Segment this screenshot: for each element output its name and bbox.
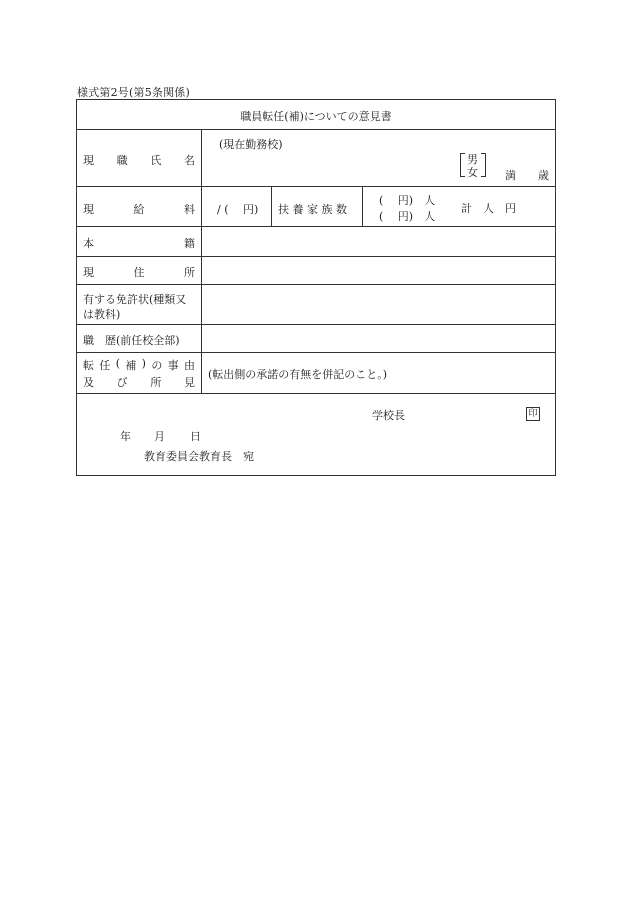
dependents-line-2: ( 円) 人 — [379, 210, 436, 223]
row-divider — [77, 129, 555, 130]
gender-male: 男 — [467, 153, 478, 166]
date-day: 日 — [190, 430, 201, 443]
age-label: 満 歳 — [505, 169, 549, 182]
dependents-label: 扶 養 家 族 数 — [278, 203, 347, 216]
address-row-label: 現 住 所 — [83, 266, 195, 279]
salary-row-label: 現 給 料 — [83, 203, 195, 216]
current-school-note: (現在勤務校) — [219, 138, 283, 151]
reason-label-line-2: 及 び 所 見 — [83, 376, 195, 389]
label-column-divider — [201, 129, 202, 393]
reason-label-line-1: 転 任 ( 補 ) の 事 由 — [83, 357, 195, 372]
row-divider — [77, 226, 555, 227]
addressee: 教育委員会教育長 宛 — [144, 450, 254, 463]
gender-bracket-left — [460, 153, 465, 177]
opinion-form — [76, 99, 556, 476]
dependents-total: 計 人 円 — [461, 202, 516, 215]
licenses-label-line-2: は教科) — [83, 308, 121, 321]
licenses-label-line-1: 有する免許状(種類又 — [83, 293, 187, 306]
row-divider — [77, 256, 555, 257]
salary-value: / ( 円) — [217, 203, 259, 216]
row-divider — [77, 284, 555, 285]
form-number-label: 様式第2号(第5条関係) — [77, 86, 190, 99]
row-divider — [77, 186, 555, 187]
salary-divider — [271, 186, 272, 226]
form-title: 職員転任(補)についての意見書 — [240, 110, 392, 123]
row-divider — [77, 352, 555, 353]
career-row-label: 職 歴(前任校全部) — [83, 334, 180, 347]
name-row-label: 現 職 氏 名 — [83, 154, 195, 167]
row-divider — [77, 324, 555, 325]
reason-note: (転出側の承諾の有無を併記のこと。) — [208, 368, 388, 381]
dependents-line-1: ( 円) 人 — [379, 194, 436, 207]
family-divider — [362, 186, 363, 226]
principal-label: 学校長 — [372, 409, 405, 422]
gender-bracket-right — [481, 153, 486, 177]
date-year: 年 — [120, 430, 131, 443]
gender-female: 女 — [467, 166, 478, 179]
domicile-row-label: 本 籍 — [83, 237, 195, 250]
row-divider — [77, 393, 555, 394]
date-month: 月 — [154, 430, 165, 443]
seal-mark: 印 — [526, 407, 540, 421]
